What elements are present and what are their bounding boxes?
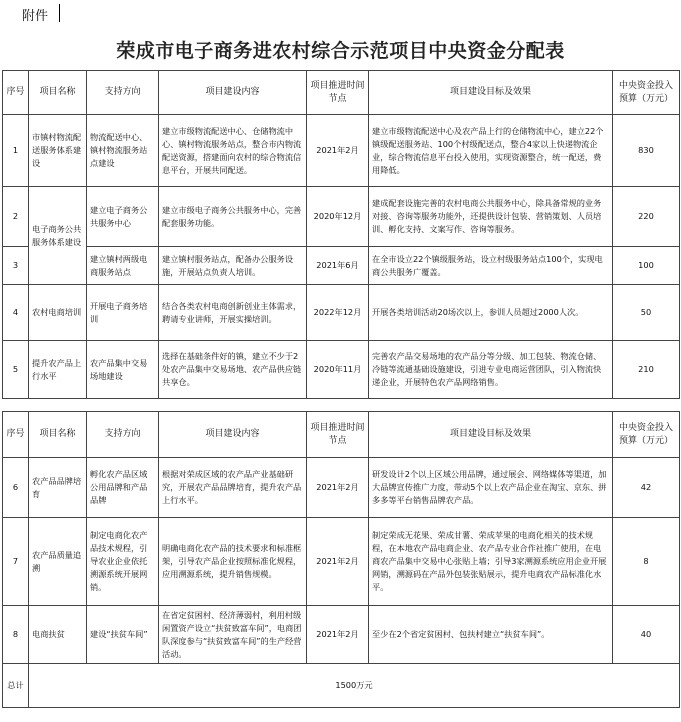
header-funds: 中央资金投入预算（万元） — [613, 412, 680, 458]
attachment-label: 附件 — [22, 9, 49, 24]
row-timeline: 2021年6月 — [307, 247, 369, 285]
row-timeline: 2020年11月 — [307, 341, 369, 399]
row-content: 根据对荣成区域的农产品产业基础研究，开展农产品品牌培育，提升农产品上行水平。 — [159, 458, 307, 518]
table-row — [3, 115, 680, 187]
row-goals: 建成配套设施完善的农村电商公共服务中心，除具备常规的业务对接、咨询等服务功能外，还提供设计包装、营销策划、人员培训、孵化支持、文案写作、咨询等服务。 — [369, 187, 613, 247]
header-goals: 项目建设目标及效果 — [369, 71, 613, 115]
row-funds: 8 — [613, 518, 680, 606]
row-support: 物流配送中心、镇村物流服务站点建设 — [87, 115, 159, 187]
row-timeline: 2021年2月 — [307, 518, 369, 606]
row-funds: 100 — [613, 247, 680, 285]
header-timeline: 项目推进时间节点 — [307, 412, 369, 458]
row-goals: 开展各类培训活动20场次以上，参训人员超过2000人次。 — [369, 285, 613, 341]
row-goals: 研发设计2个以上区域公用品牌，通过展会、网络媒体等渠道，加大品牌宣传推广力度，带动5个以上农产品企业在淘宝、京东、拼多多等平台销售品牌农产品。 — [369, 458, 613, 518]
header-goals: 项目建设目标及效果 — [369, 412, 613, 458]
row-index: 8 — [3, 606, 29, 664]
header-content: 项目建设内容 — [159, 71, 307, 115]
row-name: 电子商务公共服务体系建设 — [29, 187, 87, 285]
allocation-table-part2 — [2, 411, 680, 708]
header-index: 序号 — [3, 412, 29, 458]
row-index: 4 — [3, 285, 29, 341]
row-timeline: 2021年2月 — [307, 606, 369, 664]
row-support: 建设“扶贫车间” — [87, 606, 159, 664]
row-name: 农产品品牌培育 — [29, 458, 87, 518]
page-title: 荣成市电子商务进农村综合示范项目中央资金分配表 — [116, 40, 565, 62]
header-content: 项目建设内容 — [159, 412, 307, 458]
allocation-table-part1 — [2, 70, 680, 399]
row-index: 7 — [3, 518, 29, 606]
row-goals: 制定荣成无花果、荣成甘薯、荣成苹果的电商化相关的技术规程，在本地农产品电商企业、农产品专业合作社推广使用，在电商农产品集中交易中心张贴上墙；引导3家溯源系统应用企业开展网销，溯源码在产品外包装张贴展示，提升电商农产品标准化水平。 — [369, 518, 613, 606]
row-funds: 50 — [613, 285, 680, 341]
row-content: 建立镇村服务站点，配备办公服务设施，开展站点负责人培训。 — [159, 247, 307, 285]
row-goals: 在全市设立22个镇级服务站，设立村级服务站点100个，实现电商公共服务广覆盖。 — [369, 247, 613, 285]
row-support: 农产品集中交易场地建设 — [87, 341, 159, 399]
row-timeline: 2021年2月 — [307, 458, 369, 518]
header-index: 序号 — [3, 71, 29, 115]
table-row — [3, 341, 680, 399]
row-timeline: 2022年12月 — [307, 285, 369, 341]
row-funds: 40 — [613, 606, 680, 664]
row-timeline: 2021年2月 — [307, 115, 369, 187]
table-row — [3, 518, 680, 606]
row-content: 结合各类农村电商创新创业主体需求，聘请专业讲师，开展实操培训。 — [159, 285, 307, 341]
row-index: 2 — [3, 187, 29, 247]
table-header-row — [3, 412, 680, 458]
header-timeline: 项目推进时间节点 — [307, 71, 369, 115]
row-content: 在省定贫困村、经济薄弱村，利用村级闲置资产设立“扶贫致富车间”，电商团队深度参与“扶贫致富车间”的生产经营活动。 — [159, 606, 307, 664]
row-content: 明确电商化农产品的技术要求和标准框架，引导农产品企业按照标准化规程，应用溯源系统，提升销售规模。 — [159, 518, 307, 606]
row-funds: 220 — [613, 187, 680, 247]
row-funds: 210 — [613, 341, 680, 399]
row-index: 5 — [3, 341, 29, 399]
total-value: 1500万元 — [29, 664, 680, 708]
text-cursor — [59, 4, 60, 22]
row-support: 孵化农产品区域公用品牌和产品品牌 — [87, 458, 159, 518]
row-support: 建立镇村两级电商服务站点 — [87, 247, 159, 285]
table-total-row — [3, 664, 680, 708]
row-content: 建立市级物流配送中心、仓储物流中心、镇村物流服务站点，整合市内物流配送资源，搭建面向农村的综合物流信息平台，开展共同配送。 — [159, 115, 307, 187]
row-index: 6 — [3, 458, 29, 518]
row-index: 1 — [3, 115, 29, 187]
total-label: 总计 — [3, 664, 29, 708]
row-name: 电商扶贫 — [29, 606, 87, 664]
row-funds: 42 — [613, 458, 680, 518]
table-row — [3, 247, 680, 285]
row-support: 制定电商化农产品技术规程，引导农业企业依托溯源系统开展网销。 — [87, 518, 159, 606]
header-name: 项目名称 — [29, 412, 87, 458]
table-row — [3, 285, 680, 341]
row-goals: 至少在2个省定贫困村、包扶村建立“扶贫车间”。 — [369, 606, 613, 664]
header-funds: 中央资金投入预算（万元） — [613, 71, 680, 115]
row-goals: 完善农产品交易场地的农产品分等分级、加工包装、物流仓储、冷链等流通基础设施建设，引进专业电商运营团队，引入物流快递企业，开展特色农产品网络销售。 — [369, 341, 613, 399]
table-row — [3, 606, 680, 664]
row-index: 3 — [3, 247, 29, 285]
row-content: 选择在基础条件好的镇，建立不少于2处农产品集中交易场地、农产品供应链共享仓。 — [159, 341, 307, 399]
row-support: 开展电子商务培训 — [87, 285, 159, 341]
row-funds: 830 — [613, 115, 680, 187]
row-name: 农村电商培训 — [29, 285, 87, 341]
header-support: 支持方向 — [87, 71, 159, 115]
header-name: 项目名称 — [29, 71, 87, 115]
row-goals: 建立市级物流配送中心及农产品上行的仓储物流中心，建立22个镇级配送服务站、100个村级配送点，整合4家以上快递物流企业，综合物流信息平台投入使用，实现资源整合，统一配送，费用降低。 — [369, 115, 613, 187]
row-name: 农产品质量追溯 — [29, 518, 87, 606]
table-row — [3, 187, 680, 247]
row-support: 建立电子商务公共服务中心 — [87, 187, 159, 247]
row-name: 提升农产品上行水平 — [29, 341, 87, 399]
table-header-row — [3, 71, 680, 115]
row-content: 建立市级电子商务公共服务中心，完善配套服务功能。 — [159, 187, 307, 247]
header-support: 支持方向 — [87, 412, 159, 458]
row-timeline: 2020年12月 — [307, 187, 369, 247]
table-row — [3, 458, 680, 518]
row-name: 市镇村物流配送服务体系建设 — [29, 115, 87, 187]
